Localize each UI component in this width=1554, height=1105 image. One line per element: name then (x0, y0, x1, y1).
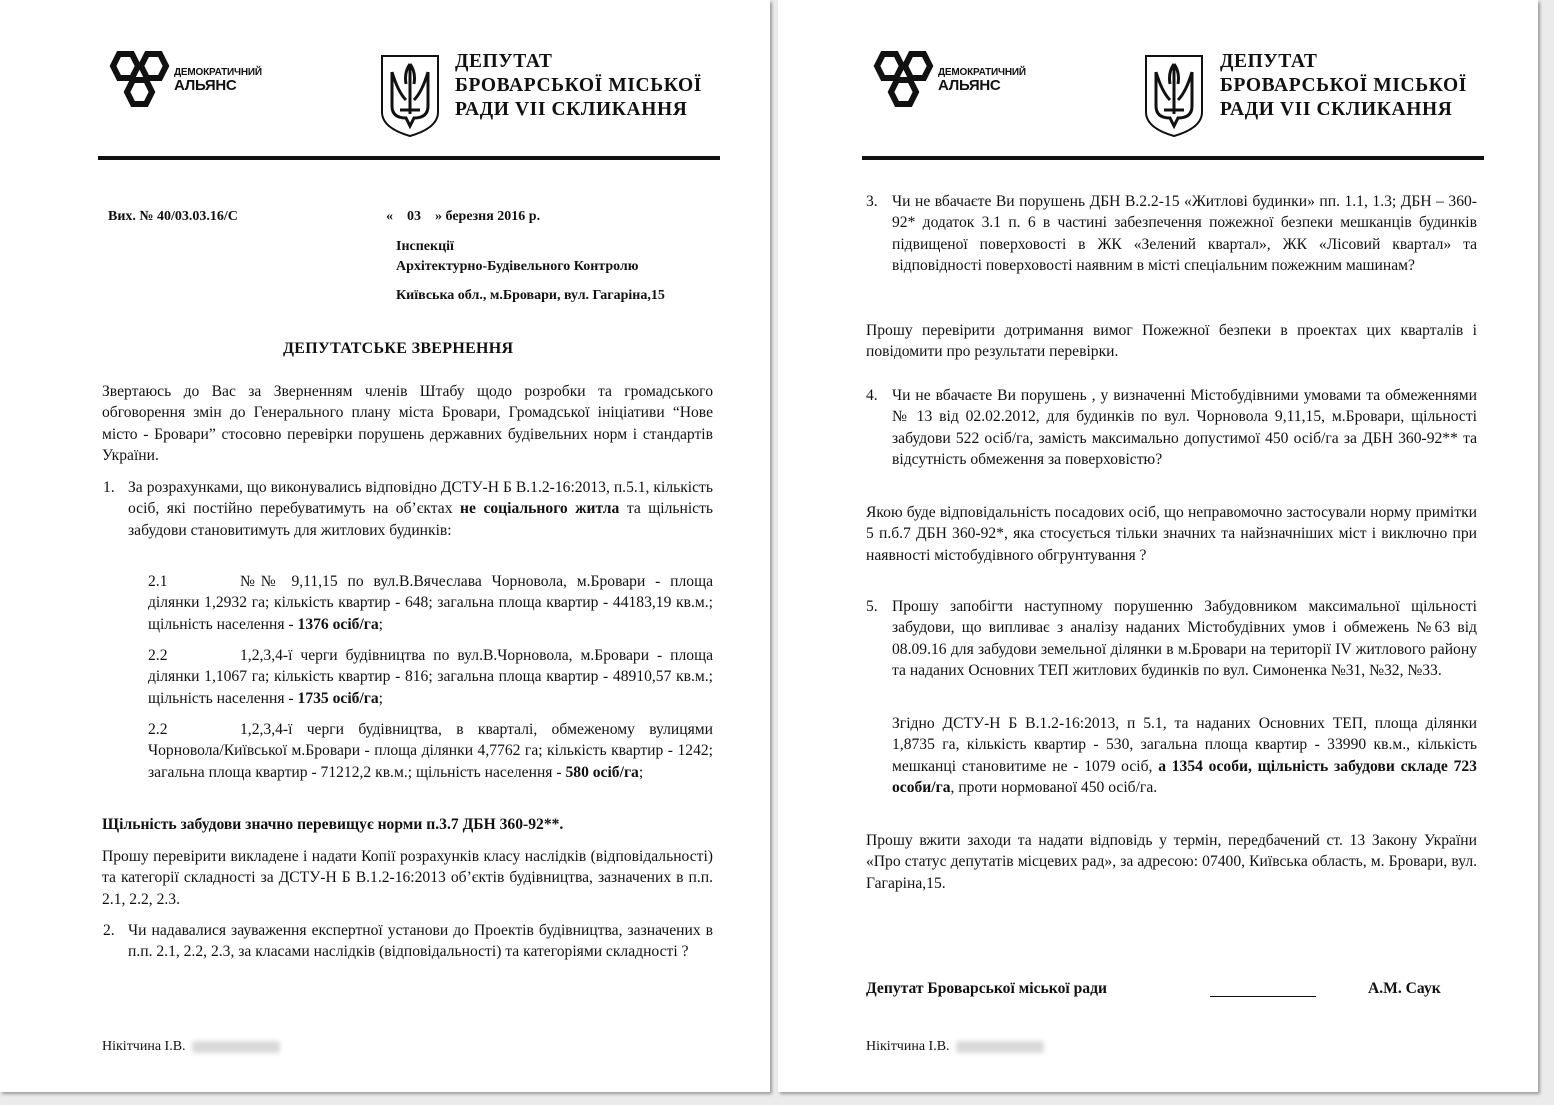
signature-label: Депутат Броварської міської ради (866, 980, 1107, 997)
document-page-1 (0, 0, 770, 1092)
sub2-number: 2.2 (148, 647, 168, 664)
outgoing-number: Вих. № 40/03.03.16/С (108, 209, 238, 224)
item2-number: 2. (103, 922, 115, 939)
document-title: ДЕПУТАТСЬКЕ ЗВЕРНЕННЯ (283, 340, 514, 357)
logo-line2: АЛЬЯНС (174, 77, 237, 94)
sub1-text: №№ 9,11,15 по вул.В.Вячеслава Чорновола, м.Бровари - площа ділянки 1,2932 га; кількість квартир - 648; загальна площа квартир - 44183,19 кв.м.; щільність населення - 1376 осіб/га; (148, 573, 713, 633)
letter-date: « 03 » березня 2016 р. (386, 209, 541, 224)
item3-number: 3. (866, 193, 878, 210)
document-page-2 (778, 0, 1538, 1092)
signatory-name: А.М. Саук (1368, 980, 1441, 997)
addressee-line2: Архітектурно-Будівельного Контролю (396, 259, 639, 274)
logo-line1: ДЕМОКРАТИЧНИЙ (938, 67, 1026, 78)
logo-line1: ДЕМОКРАТИЧНИЙ (174, 67, 262, 78)
item5-text: Прошу запобігти наступному порушенню Забудовником максимальної щільності забудови, що випливає з аналізу наданих Містобудівних умов і обмежень №63 від 08.09.16 для забудови земельної ділянки в м.Бровари на території IV житлового району та наданих Основних ТЕП житлових будинків по вул. Симоненка №31, №32, №33. (892, 598, 1477, 679)
democratic-alliance-logo (104, 46, 262, 116)
hexagon-logo-icon (104, 46, 184, 116)
intro-paragraph: Звертаюсь до Вас за Зверненням членів Штабу щодо розробки та громадського обговорення змін до Генерального плану міста Бровари, Громадської ініціативи “Нове місто - Бровари” стосовно перевірки порушень державних будівельних норм і стандартів України. (102, 383, 713, 464)
addressee-line3: Київська обл., м.Бровари, вул. Гагаріна,15 (396, 288, 665, 303)
item3-text: Чи не вбачаєте Ви порушень ДБН В.2.2-15 «Житлові будинки» пп. 1.1, 1.3; ДБН – 360-92* додаток 3.1 п. 6 в частині забезпечення пожежної безпеки мешканців будинків підвищеної поверховості в ЖК «Зелений квартал», ЖК «Лісовий квартал» та відповідності поверховості наявним в місті спеціальним пожежним машинам? (892, 193, 1477, 274)
redacted-phone (192, 1041, 280, 1053)
footer-executor: Нікітчина І.В. (102, 1036, 280, 1057)
signature-line (1210, 982, 1316, 1002)
logo-line2: АЛЬЯНС (938, 77, 1001, 94)
sub2-text: 1,2,3,4-ї черги будівництва по вул.В.Чорновола, м.Бровари - площа ділянки 1,1067 га; кількість квартир - 816; загальна площа квартир - 48910,57 кв.м.; щільність населення - 1735 осіб/га; (148, 647, 713, 707)
item4-number: 4. (866, 387, 878, 404)
item2-text: Чи надавалися зауваження експертної установи до Проектів будівництва, зазначених в п.п. 2.1, 2.2, 2.3, за класами наслідків (відповідальності) та категоріями складності ? (128, 922, 713, 961)
fire-safety-request: Прошу перевірити дотримання вимог Пожежної безпеки в проектах цих кварталів і повідомити про результати перевірки. (866, 322, 1477, 361)
letterhead-title: ДЕПУТАТ БРОВАРСЬКОЇ МІСЬКОЇ РАДИ VII СКЛИКАННЯ (1220, 51, 1467, 120)
closing-paragraph: Прошу вжити заходи та надати відповідь у термін, передбачений ст. 13 Закону України «Про статус депутатів місцевих рад», за адресою: 07400, Київська область, м. Бровари, вул. Гагаріна,15. (866, 832, 1477, 892)
coat-of-arms-icon (378, 52, 442, 143)
density-note: Щільність забудови значно перевищує норми п.3.7 ДБН 360-92**. (102, 816, 564, 833)
item4-text: Чи не вбачаєте Ви порушень , у визначенні Містобудівними умовами та обмеженнями № 13 від 02.02.2012, для будинків по вул. Чорновола 9,11,15, м.Бровари, щільності забудови 522 осіб/га, замість максимально допустимої 450 осіб/га за ДБН 360-92** та відсутність обмеження за поверховістю? (892, 387, 1477, 468)
footer-executor: Нікітчина І.В. (866, 1036, 1044, 1057)
democratic-alliance-logo (868, 46, 1026, 116)
item5-number: 5. (866, 598, 878, 615)
hexagon-logo-icon (868, 46, 948, 116)
header-divider (98, 156, 720, 160)
item1-number: 1. (103, 479, 115, 496)
sub3-text: 1,2,3,4-ї черги будівництва, в кварталі, обмеженому вулицями Чорновола/Київської м.Бровари - площа ділянки 4,7762 га; кількість квартир - 1242; загальна площа квартир - 71212,2 кв.м.; щільність населення - 580 осіб/га; (148, 721, 713, 781)
addressee-line1: Інспекції (396, 239, 454, 254)
letterhead-title: ДЕПУТАТ БРОВАРСЬКОЇ МІСЬКОЇ РАДИ VII СКЛИКАННЯ (455, 51, 702, 120)
item1-text: За розрахунками, що виконувались відповідно ДСТУ-Н Б В.1.2-16:2013, п.5.1, кількість осіб, які постійно перебуватимуть на об’єктах не соціального житла та щільність забудови становитимуть для житлових будинків: (128, 479, 714, 539)
item5-detail: Згідно ДСТУ-Н Б В.1.2-16:2013, п 5.1, та наданих Основних ТЕП, площа ділянки 1,8735 га, кількість квартир - 530, загальна площа квартир - 33990 кв.м., кількість мешканці становитиме не - 1079 осіб, а 1354 особи, щільність забудови складе 723 особи/га, проти нормованої 450 осіб/га. (892, 715, 1477, 796)
redacted-phone (956, 1041, 1044, 1053)
responsibility-paragraph: Якою буде відповідальність посадових осіб, що неправомочно застосували норму примітки 5 п.б.7 ДБН 360-92*, яка стосується тільки значних та найзначніших міст і виключно при наявності містобудівного обгрунтування ? (866, 504, 1477, 564)
coat-of-arms-icon (1142, 52, 1206, 143)
sub3-number: 2.2 (148, 721, 168, 738)
sub1-number: 2.1 (148, 573, 168, 590)
header-divider (862, 156, 1484, 160)
request-paragraph: Прошу перевірити викладене і надати Копії розрахунків класу наслідків (відповідальності) та категорії складності за ДСТУ-Н Б В.1.2-16:2013 об’єктів будівництва, зазначених в п.п. 2.1, 2.2, 2.3. (102, 848, 713, 908)
